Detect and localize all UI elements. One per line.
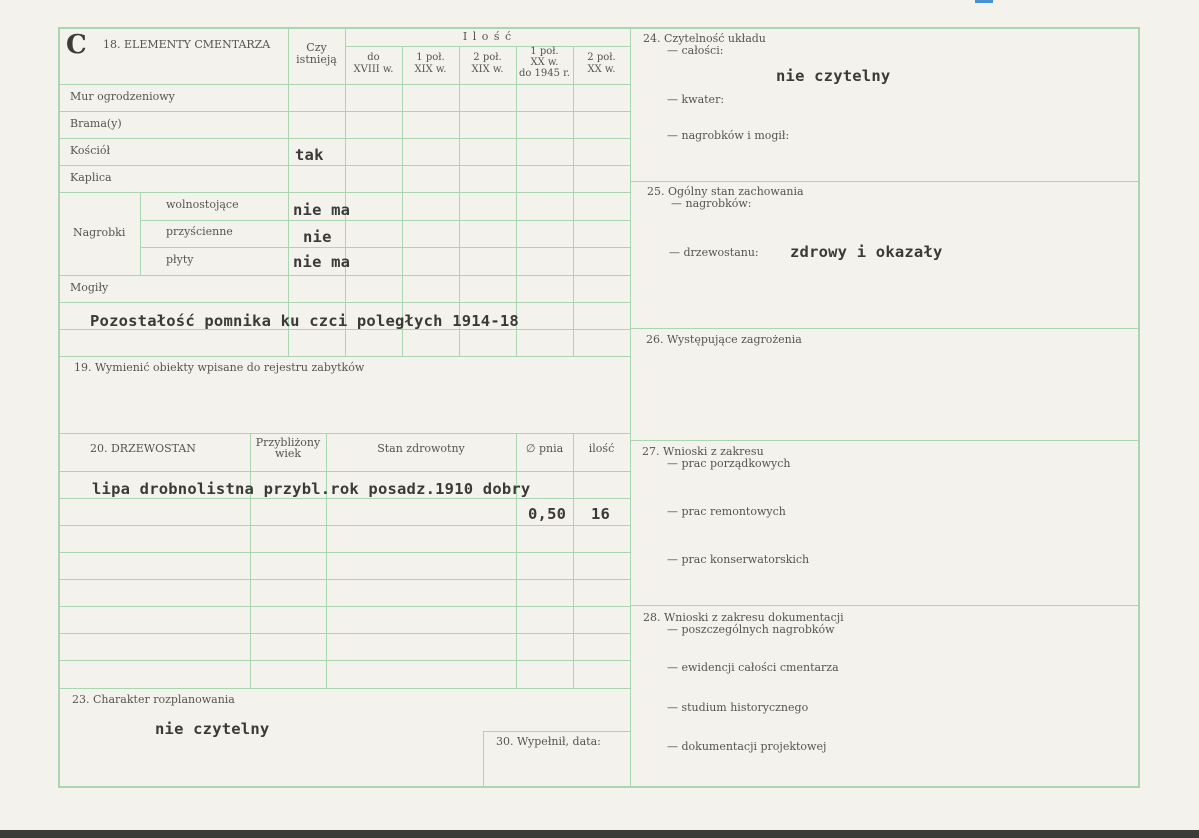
value-plyty: nie ma xyxy=(293,253,351,271)
section-23-title: 23. Charakter rozplanowania xyxy=(72,693,235,706)
value-przyscienne: nie xyxy=(303,228,332,246)
value-pomnik: Pozostałość pomnika ku czci poległych 1914-18 xyxy=(90,312,519,330)
wiek-header: Przybliżony wiek xyxy=(255,436,321,460)
pnia-header: ∅ pnia xyxy=(525,442,564,455)
drzewostan-entry: lipa drobnolistna przybl.rok posadz.1910 dobry xyxy=(92,480,531,498)
col-2pol-xx: 2 poł. XX w. xyxy=(587,52,616,75)
row-plyty: płyty xyxy=(166,253,194,266)
stan-header: Stan zdrowotny xyxy=(377,442,465,455)
section-letter: C xyxy=(66,30,87,60)
section-18-title: 18. ELEMENTY CMENTARZA xyxy=(103,38,271,51)
section-23-value: nie czytelny xyxy=(155,720,270,738)
col-do-xviii: do XVIII w. xyxy=(353,52,394,75)
section-24-title: 24. Czytelność układu xyxy=(643,32,766,45)
row-wolnostojace: wolnostojące xyxy=(166,198,239,211)
row-mogily: Mogiły xyxy=(70,281,109,294)
row-kosciol: Kościół xyxy=(70,144,111,157)
section-24-calosci: — całości: xyxy=(667,44,724,57)
row-brama: Brama(y) xyxy=(70,117,122,130)
section-28-b: — ewidencji całości cmentarza xyxy=(667,661,839,674)
section-28-title: 28. Wnioski z zakresu dokumentacji xyxy=(643,611,844,624)
section-27-title: 27. Wnioski z zakresu xyxy=(642,445,764,458)
ilosc-value: 16 xyxy=(591,505,611,523)
row-przyscienne: przyścienne xyxy=(166,225,233,238)
form-frame xyxy=(58,27,1140,788)
col-2pol-xix: 2 poł. XIX w. xyxy=(471,52,504,75)
section-24-calosci-value: nie czytelny xyxy=(776,67,891,85)
czy-istnieja-header: Czy istnieją xyxy=(296,41,337,66)
blue-mark xyxy=(975,0,993,3)
row-kaplica: Kaplica xyxy=(70,171,112,184)
section-27-b: — prac remontowych xyxy=(667,505,786,518)
section-26-title: 26. Występujące zagrożenia xyxy=(646,333,802,346)
row-mur: Mur ogrodzeniowy xyxy=(70,90,175,103)
section-25-drzewostanu: — drzewostanu: xyxy=(669,246,759,259)
value-wolnostojace: nie ma xyxy=(293,201,351,219)
col-1pol-xx: 1 poł. XX w. do 1945 r. xyxy=(518,46,571,79)
column-divider xyxy=(630,28,631,788)
section-24-nagrobkow: — nagrobków i mogił: xyxy=(667,129,790,142)
row-nagrobki: Nagrobki xyxy=(73,226,126,239)
ilosc-header-20: ilość xyxy=(588,442,615,455)
section-27-c: — prac konserwatorskich xyxy=(667,553,810,566)
section-28-d: — dokumentacji projektowej xyxy=(667,740,827,753)
pnia-value: 0,50 xyxy=(528,505,567,523)
value-kosciol: tak xyxy=(295,146,324,164)
col-1pol-xix: 1 poł. XIX w. xyxy=(414,52,447,75)
section-25-nagrobkow: — nagrobków: xyxy=(671,197,752,210)
ilosc-header: I l o ś ć xyxy=(462,30,513,43)
section-27-a: — prac porządkowych xyxy=(667,457,791,470)
section-20-title: 20. DRZEWOSTAN xyxy=(90,442,196,455)
section-25-title: 25. Ogólny stan zachowania xyxy=(647,185,804,198)
section-28-c: — studium historycznego xyxy=(667,701,809,714)
section-28-a: — poszczególnych nagrobków xyxy=(667,623,835,636)
scan-border xyxy=(0,830,1199,838)
section-24-kwater: — kwater: xyxy=(667,93,725,106)
section-30-title: 30. Wypełnił, data: xyxy=(496,735,601,748)
section-19-title: 19. Wymienić obiekty wpisane do rejestru zabytków xyxy=(74,361,365,374)
section-25-drzewostanu-value: zdrowy i okazały xyxy=(790,243,943,261)
